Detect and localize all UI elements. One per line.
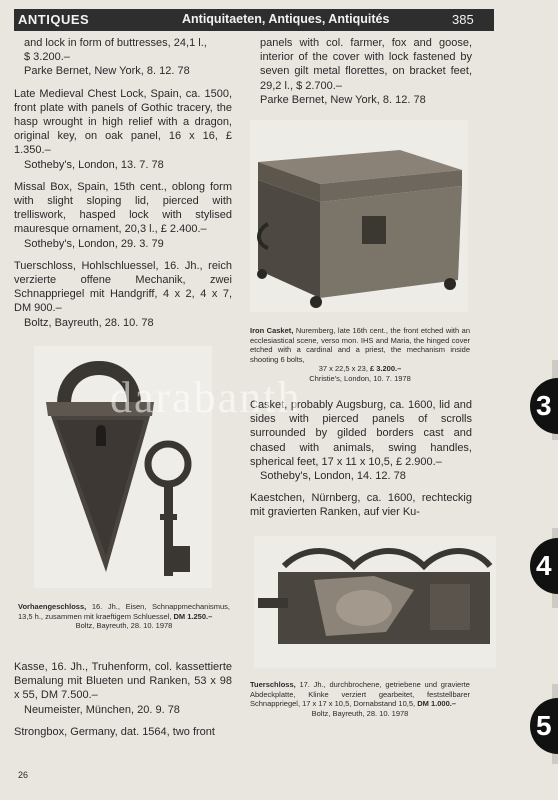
door-lock-caption	[250, 680, 470, 718]
entry-source: Sotheby's, London, 14. 12. 78	[260, 470, 406, 483]
caption-source: Boltz, Bayreuth, 28. 10. 1978	[75, 621, 173, 630]
index-tab-4[interactable]: 4	[530, 538, 558, 594]
caption-title: Iron Casket,	[250, 326, 294, 335]
iron-casket-image	[250, 120, 468, 312]
page-number: 385	[452, 12, 474, 27]
caption-source: Christie's, London, 10. 7. 1978	[309, 373, 411, 383]
entry-text: Late Medieval Chest Lock, Spain, ca. 1500, front plate with panels of Gothic tracery, the hasp wrought in high relief with a dragon, original key, on oak panel, 16 x 16, £ 1.350.–	[14, 87, 232, 157]
entry-text: Kasse, 16. Jh., Truhenform, col. kassettierte Bemalung mit Blueten und Ranken, 53 x 98 x 55, DM 7.500.–	[14, 661, 232, 702]
entry-kasse	[14, 660, 232, 717]
casket-photo	[250, 120, 468, 312]
caption-source: Boltz, Bayreuth, 28. 10. 1978	[311, 708, 409, 718]
section-label: ANTIQUES	[18, 12, 90, 27]
caption-title: Vorhaengeschloss,	[18, 602, 87, 611]
padlock-caption	[18, 602, 230, 631]
caption-text: 16. Jh., Eisen, Schnappmechanismus, 13,5 h., zusammen mit kraeftigem Schluessel,	[18, 602, 230, 621]
entry-source: Parke Bernet, New York, 8. 12. 78	[24, 65, 190, 78]
entry-continued	[14, 36, 232, 79]
entry-text: Kaestchen, Nürnberg, ca. 1600, rechteckig mit gravierten Ranken, auf vier Ku-	[250, 492, 472, 519]
entry-line: and lock in form of buttresses, 24,1 l.,	[24, 37, 207, 49]
caption-dims: 37 x 22,5 x 23,	[318, 364, 368, 373]
padlock-key-image	[34, 346, 212, 588]
padlock-photo	[34, 346, 212, 588]
footer-page-number: 26	[18, 770, 29, 780]
entry-casket-augsburg	[250, 398, 472, 483]
door-lock-photo	[254, 536, 496, 668]
entry-text: Missal Box, Spain, 15th cent., oblong form with slight sloping lid, pierced with trelliswork, hasped lock with stylised mauresque ornament, 20,3 l., £ 2.400.–	[14, 180, 232, 236]
caption-price: DM 1.000.–	[417, 699, 456, 708]
entry-kaestchen	[250, 491, 472, 519]
entry-source: Boltz, Bayreuth, 28. 10. 78	[24, 316, 154, 329]
watermark: darabanth	[110, 373, 302, 422]
entry-price: $ 3.200.–	[24, 51, 70, 64]
entry-missal-box	[14, 180, 232, 251]
caption-text: 17. Jh., durchbrochene, getriebene und gravierte Abdeckplatte, Klinke verziert gearbeitet, feststellbarer Schnappriegel, 17 x 17 x 10,5, Dornabstand 10,5,	[250, 680, 470, 708]
entry-strongbox	[14, 725, 232, 739]
entry-text: panels with col. farmer, fox and goose, interior of the cover with lock fastened by seven gilt metal florettes, on bracket feet, 29,2 l., $ 2.700.–	[260, 37, 472, 92]
entry-source: Sotheby's, London, 13. 7. 78	[24, 158, 164, 171]
caption-title: Tuerschloss,	[250, 680, 296, 689]
entry-source: Neumeister, München, 20. 9. 78	[24, 703, 180, 716]
running-header	[14, 9, 494, 31]
entry-text: Casket, probably Augsburg, ca. 1600, lid and sides with pierced panels of scrolls surrounded by gilded borders cast and chased with animals, swing handles, spherical feet, 17 x 11 x 10,5, £ 2.900.–	[250, 399, 472, 468]
right-column-middle	[250, 398, 472, 520]
entry-text: Strongbox, Germany, dat. 1564, two front	[14, 725, 215, 738]
caption-text: Nuremberg, late 16th cent., the front etched with an ecclesiastical scene, verso mon. IHS and Maria, the hinged cover etched with a cardinal and a priest, the mechanism inside shooting 6 bolts,	[250, 326, 471, 364]
entry-source: Parke Bernet, New York, 8. 12. 78	[260, 93, 426, 106]
left-column-top	[14, 36, 232, 330]
caption-dims-line	[250, 364, 470, 374]
casket-caption	[250, 326, 470, 383]
entry-tuerschloss	[14, 259, 232, 330]
header-title: Antiquitaeten, Antiques, Antiquités	[182, 12, 390, 26]
entry-continued-right	[260, 36, 472, 107]
caption-price: DM 1.250.–	[173, 611, 213, 621]
entry-text: Tuerschloss, Hohlschluessel, 16. Jh., reich verzierte offene Mechanik, zwei Schnappriegel mit Handgriff, 4 x 2, 4 x 7, DM 900.–	[14, 259, 232, 315]
entry-chest-lock	[14, 87, 232, 172]
left-column-bottom	[14, 660, 232, 739]
door-lock-image	[254, 536, 496, 668]
right-column-top	[260, 36, 472, 107]
index-tab-3[interactable]: 3	[530, 378, 558, 434]
caption-price: £ 3.200.–	[370, 364, 402, 373]
index-tab-5[interactable]: 5	[530, 698, 558, 754]
entry-source: Sotheby's, London, 29. 3. 79	[24, 237, 164, 250]
